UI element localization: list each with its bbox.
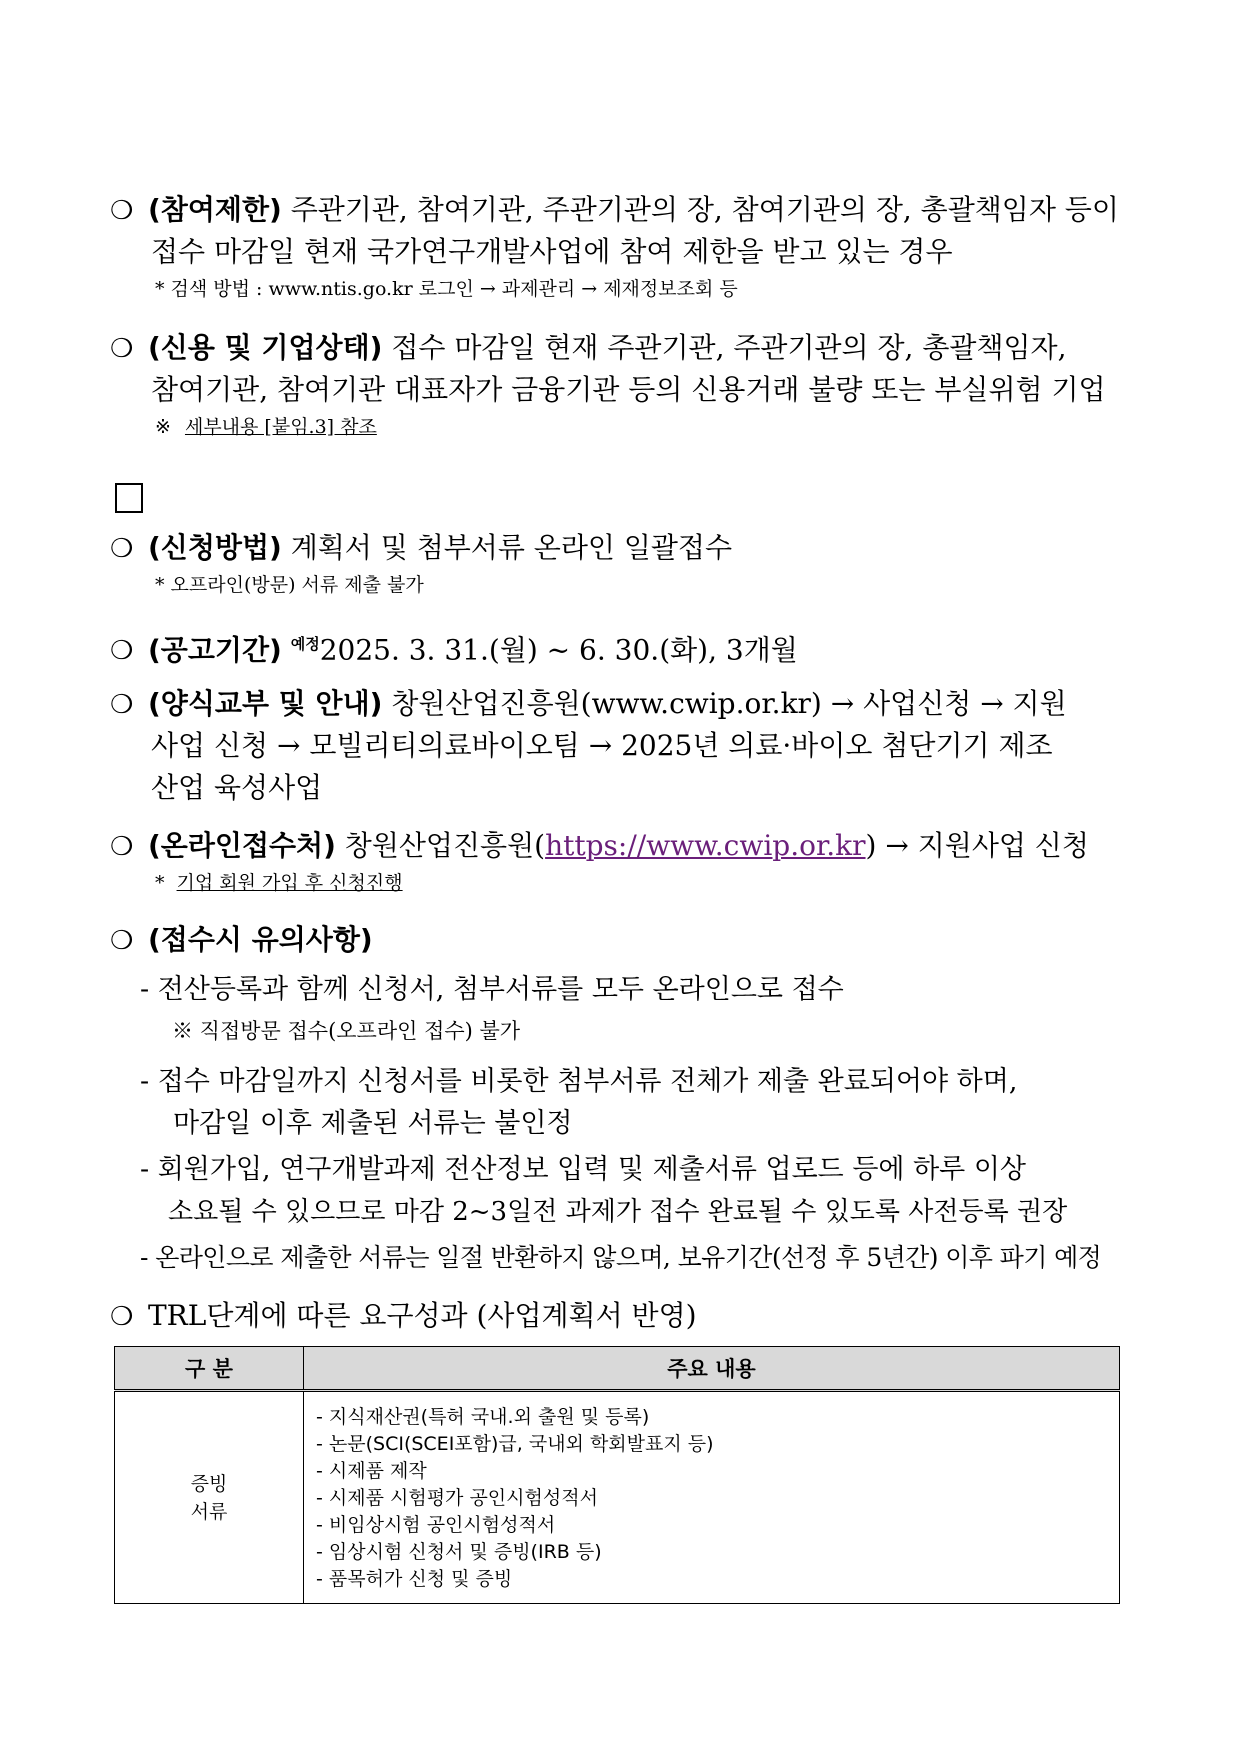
section-text: ) → 지원사업 신청 — [865, 829, 1089, 862]
section-text-continued: 참여기관, 참여기관 대표자가 금융기관 등의 신용거래 불량 또는 부실위험 기업 — [151, 373, 1106, 406]
planned-superscript: 예정 — [290, 635, 320, 653]
section-form-guide — [110, 684, 1067, 725]
precaution-item-continued: 마감일 이후 제출된 서류는 불인정 — [173, 1108, 573, 1139]
section-text-continued: 접수 마감일 현재 국가연구개발사업에 참여 제한을 받고 있는 경우 — [151, 235, 953, 268]
heading-number-box — [115, 483, 143, 513]
precaution-item: - 온라인으로 제출한 서류는 일절 반환하지 않으며, 보유기간(선정 후 5년간) 이후 파기 예정 — [140, 1243, 1102, 1272]
notice-period-text: 2025. 3. 31.(월) ~ 6. 30.(화), 3개월 — [319, 633, 798, 667]
section-credit-status — [110, 328, 1067, 369]
circle-bullet-icon: ❍ — [110, 334, 134, 364]
offline-note: * 오프라인(방문) 서류 제출 불가 — [155, 574, 424, 596]
membership-note — [155, 870, 403, 896]
trl-requirements-table — [114, 1346, 1120, 1604]
category-label: 서류 — [190, 1500, 228, 1523]
section-heading — [115, 478, 157, 514]
detail-reference-note — [155, 414, 377, 440]
detail-reference-link[interactable]: 세부내용 [붙임.3] 참조 — [184, 416, 377, 438]
circle-bullet-icon: ❍ — [110, 196, 134, 226]
table-header-row — [115, 1347, 1120, 1391]
section-title: (온라인접수처) — [148, 829, 336, 862]
list-item: - 지식재산권(특허 국내.외 출원 및 등록) — [316, 1406, 650, 1428]
circle-bullet-icon: ❍ — [110, 1302, 134, 1332]
precaution-note: ※ 직접방문 접수(오프라인 접수) 불가 — [172, 1019, 521, 1043]
precaution-item: - 회원가입, 연구개발과제 전산정보 입력 및 제출서류 업로드 등에 하루 이상 — [140, 1154, 1026, 1185]
list-item: - 임상시험 신청서 및 증빙(IRB 등) — [316, 1541, 602, 1563]
table-row — [115, 1391, 1120, 1604]
section-title: (신용 및 기업상태) — [148, 331, 383, 364]
section-text: 창원산업진흥원( — [335, 829, 546, 862]
section-title: (참여제한) — [148, 193, 282, 226]
list-item: - 시제품 제작 — [316, 1460, 427, 1482]
section-notice-period — [110, 624, 798, 671]
circle-bullet-icon: ❍ — [110, 690, 134, 720]
section-title: (접수시 유의사항) — [148, 923, 373, 956]
note-mark: ※ — [155, 416, 171, 438]
list-item: - 논문(SCI(SCEI포함)급, 국내외 학회발표지 등) — [316, 1433, 714, 1455]
list-item: - 시제품 시험평가 공인시험성적서 — [316, 1487, 598, 1509]
note-mark: * — [155, 872, 165, 894]
section-title: (공고기간) — [148, 633, 282, 667]
section-title: (양식교부 및 안내) — [148, 687, 383, 720]
circle-bullet-icon: ❍ — [110, 832, 134, 862]
cwip-link[interactable]: https://www.cwip.or.kr — [545, 829, 866, 862]
section-precautions — [110, 920, 373, 961]
table-header-category: 구 분 — [115, 1347, 304, 1391]
circle-bullet-icon: ❍ — [110, 636, 134, 667]
section-text-continued: 산업 육성사업 — [151, 771, 323, 804]
membership-note-text: 기업 회원 가입 후 신청진행 — [176, 872, 403, 894]
category-label: 증빙 — [190, 1472, 228, 1495]
table-header-content: 주요 내용 — [304, 1347, 1120, 1391]
category-cell — [115, 1391, 304, 1604]
circle-bullet-icon: ❍ — [110, 926, 134, 956]
precaution-item-continued: 소요될 수 있으므로 마감 2~3일전 과제가 접수 완료될 수 있도록 사전등록 권장 — [168, 1197, 1068, 1227]
section-participation-limit — [110, 190, 1119, 231]
section-text: TRL단계에 따른 요구성과 (사업계획서 반영) — [148, 1299, 697, 1332]
circle-bullet-icon: ❍ — [110, 534, 134, 564]
list-item: - 비임상시험 공인시험성적서 — [316, 1514, 556, 1536]
list-item: - 품목허가 신청 및 증빙 — [316, 1568, 513, 1590]
section-trl — [110, 1296, 697, 1337]
content-cell — [304, 1391, 1120, 1604]
section-title: (신청방법) — [148, 531, 282, 564]
precaution-item: - 접수 마감일까지 신청서를 비롯한 첨부서류 전체가 제출 완료되어야 하며, — [140, 1066, 1018, 1097]
section-text-continued: 사업 신청 → 모빌리티의료바이오팀 → 2025년 의료·바이오 첨단기기 제조 — [151, 729, 1053, 762]
section-text: 주관기관, 참여기관, 주관기관의 장, 참여기관의 장, 총괄책임자 등이 — [281, 193, 1119, 226]
precaution-item: - 전산등록과 함께 신청서, 첨부서류를 모두 온라인으로 접수 — [140, 974, 844, 1005]
section-text: 접수 마감일 현재 주관기관, 주관기관의 장, 총괄책임자, — [382, 331, 1067, 364]
section-online-reception — [110, 826, 1089, 867]
section-text: 계획서 및 첨부서류 온라인 일괄접수 — [281, 531, 733, 564]
search-method-note: * 검색 방법 : www.ntis.go.kr 로그인 → 과제관리 → 제재정보조회 등 — [155, 278, 738, 300]
section-application-method — [110, 528, 732, 569]
section-text: 창원산업진흥원(www.cwip.or.kr) → 사업신청 → 지원 — [382, 687, 1067, 720]
